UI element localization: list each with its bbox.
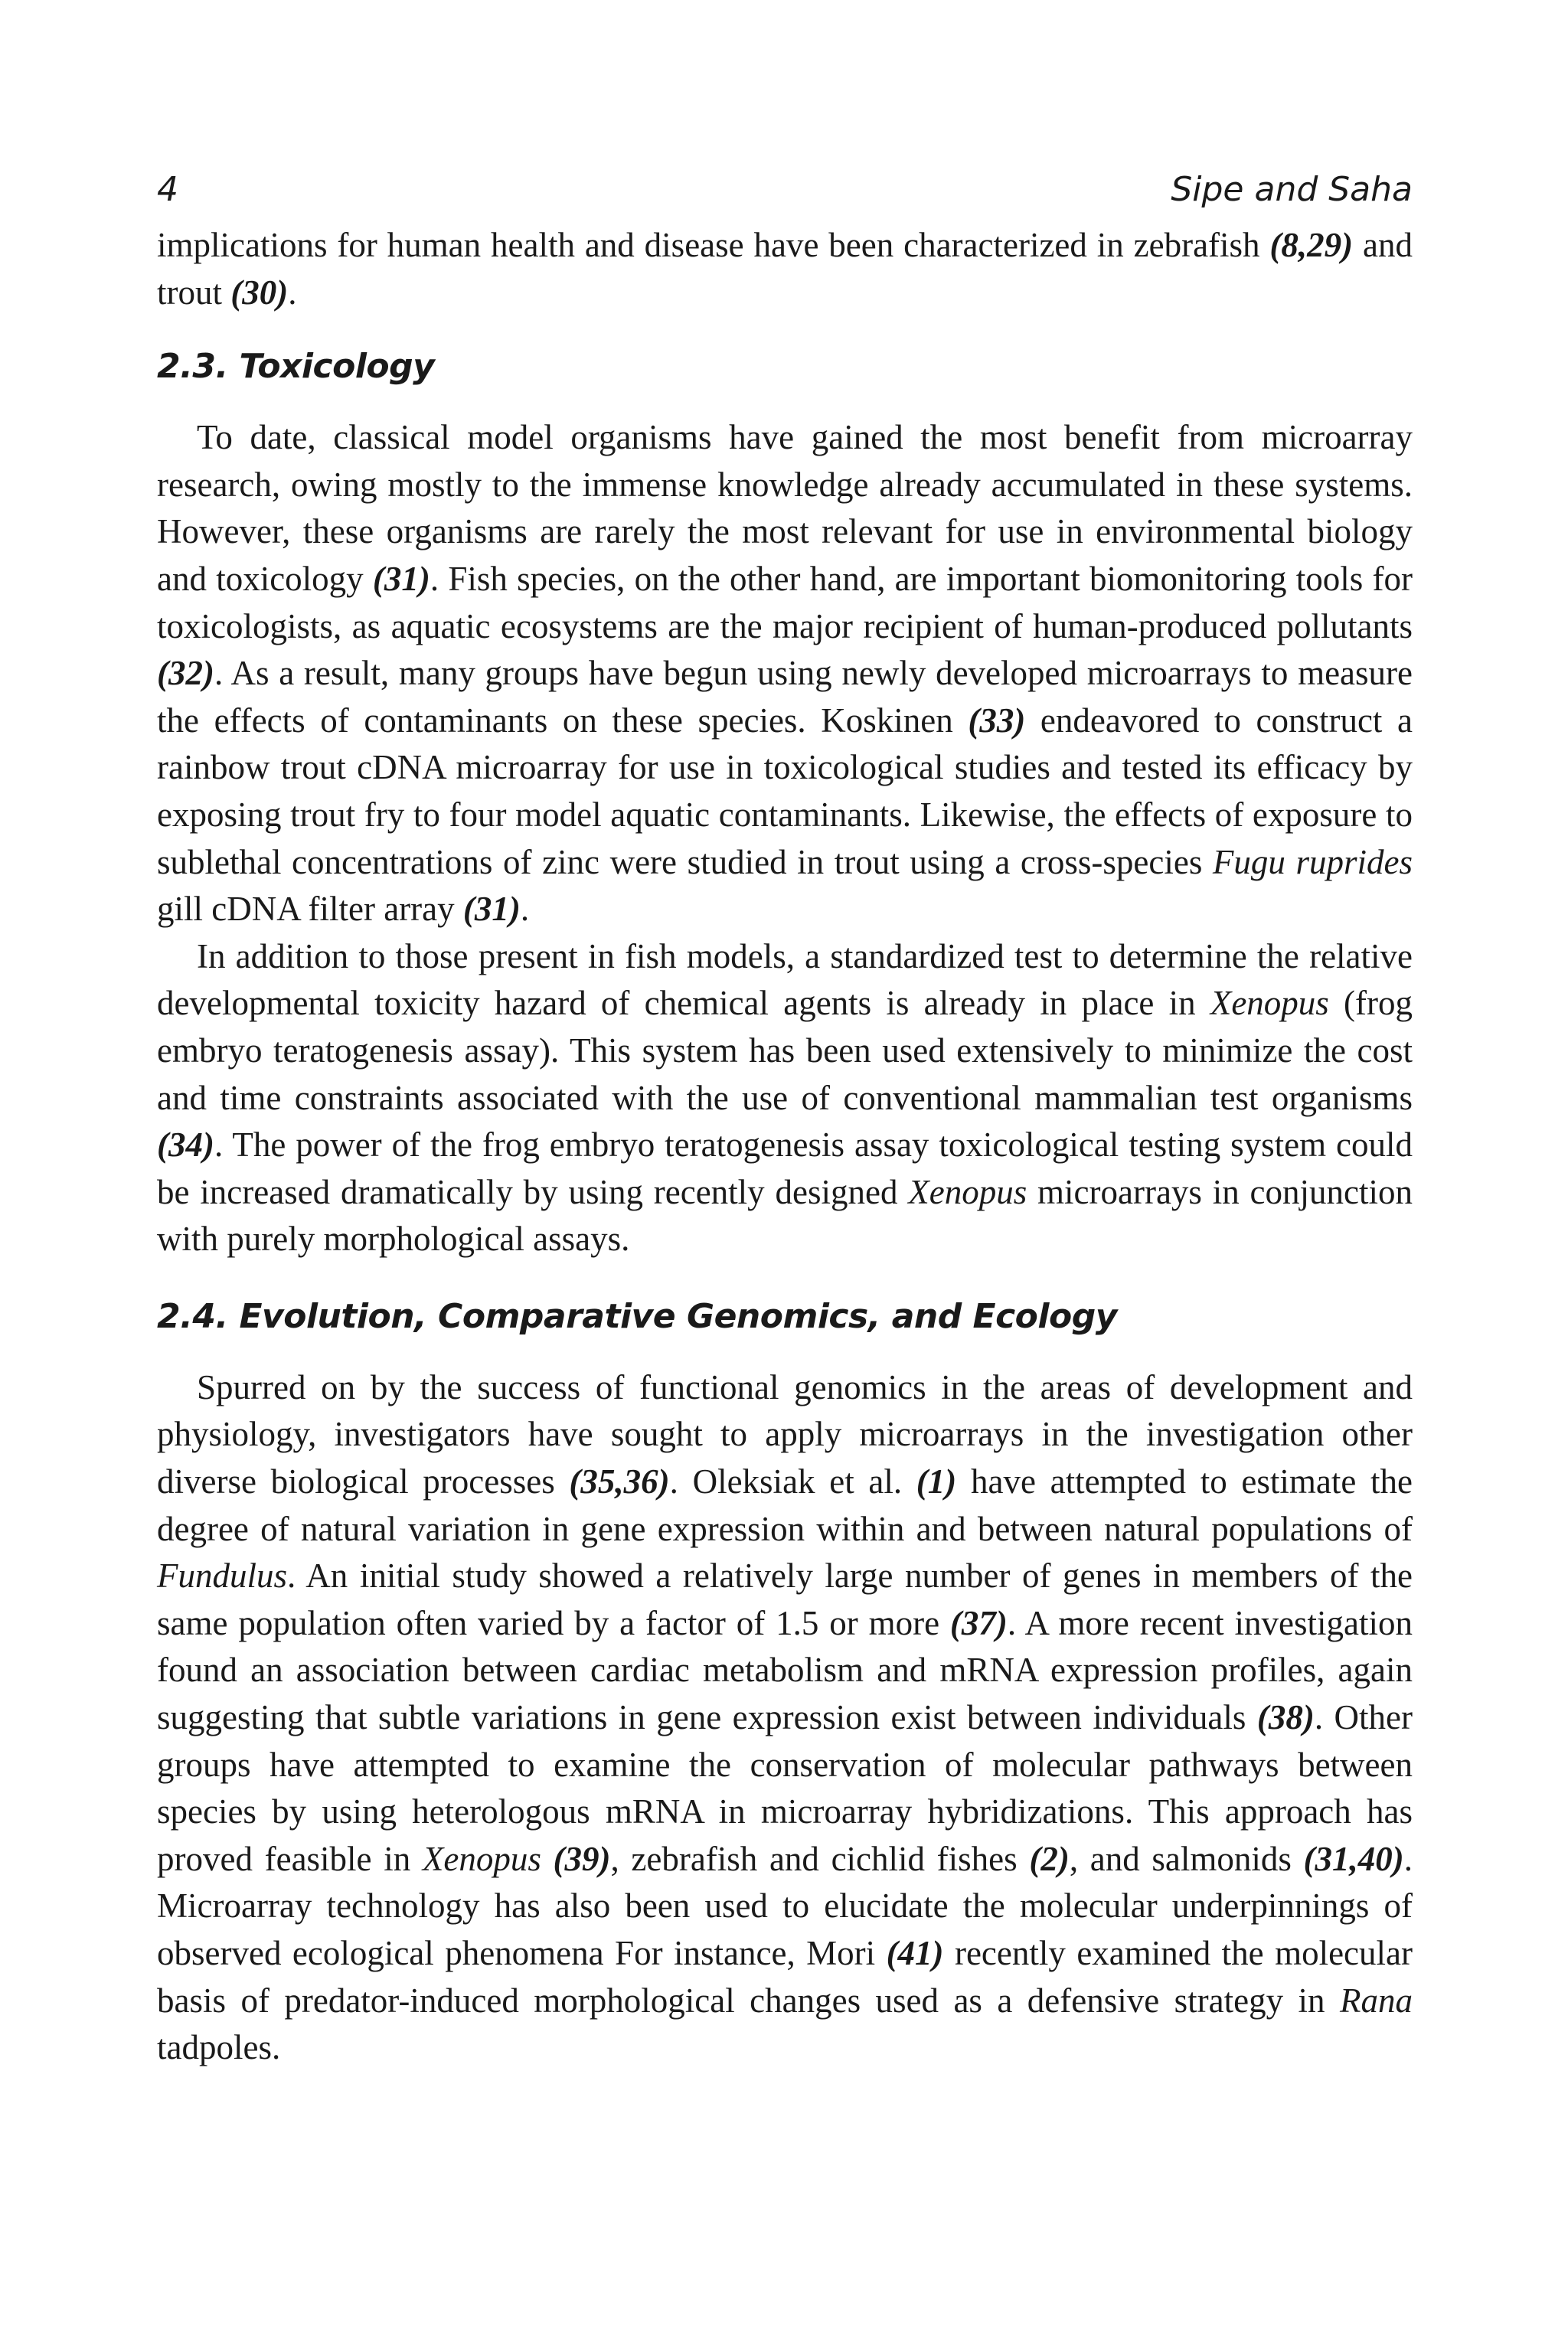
text-run: . As a result, many groups have begun using newly developed microarrays to measure the effects of contaminants on these species. Koskinen bbox=[157, 654, 1413, 740]
citation: (39) bbox=[553, 1839, 611, 1878]
text-run: . Microarray technology has also been used to elucidate the molecular underpinnings of observed ecological phenomena For instance, Mori bbox=[157, 1839, 1413, 1972]
citation: (37) bbox=[949, 1603, 1008, 1642]
citation: (30) bbox=[230, 273, 289, 312]
citation: (38) bbox=[1256, 1698, 1315, 1737]
section-heading: 2.3. Toxicology bbox=[157, 347, 435, 387]
text-run: . Fish species, on the other hand, are important biomonitoring tools for toxicologists, as aquatic ecosystems are the major recipient of human-produced pollutants bbox=[157, 559, 1413, 645]
text-run: tadpoles. bbox=[157, 2028, 281, 2067]
citation: (32) bbox=[157, 654, 214, 693]
citation: (31) bbox=[462, 890, 521, 929]
text-run: In addition to those present in fish models, a standardized test to determine the relative developmental toxicity hazard of chemical agents is already in place in bbox=[157, 936, 1413, 1023]
text-run: and trout bbox=[157, 226, 1413, 312]
text-run: , and salmonids bbox=[1069, 1839, 1304, 1878]
running-header bbox=[157, 168, 1413, 211]
running-title: Sipe and Saha bbox=[1171, 170, 1413, 209]
text-run: . Oleksiak et al. bbox=[669, 1462, 916, 1501]
text-run: . A more recent investigation found an association between cardiac metabolism and mRNA expression profiles, again suggesting that subtle variations in gene expression exist between individuals bbox=[157, 1603, 1413, 1737]
text-run: . The power of the frog embryo teratogenesis assay toxicological testing system could be increased dramatically by using recently designed bbox=[157, 1125, 1413, 1211]
citation: (34) bbox=[157, 1125, 214, 1165]
species-name: Rana bbox=[1340, 1981, 1413, 2020]
text-run: Spurred on by the success of functional genomics in the areas of development and physiology, investigators have sought to apply microarrays in the investigation other diverse biological processes bbox=[157, 1367, 1413, 1501]
book-page bbox=[157, 168, 1413, 2072]
citation: (1) bbox=[916, 1462, 957, 1501]
species-name: Xenopus bbox=[908, 1172, 1027, 1211]
citation: (33) bbox=[968, 701, 1026, 740]
species-name: Fugu ruprides bbox=[1212, 842, 1413, 881]
species-name: Fundulus bbox=[157, 1557, 288, 1596]
body-paragraph bbox=[157, 222, 1413, 316]
citation: (8,29) bbox=[1269, 226, 1354, 264]
text-run: recently examined the molecular basis of predator-induced morphological changes used as a defensive strategy in bbox=[157, 1934, 1413, 2020]
text-run: . An initial study showed a relatively large number of genes in members of the same population often varied by a factor of 1.5 or more bbox=[157, 1557, 1413, 1642]
page-number: 4 bbox=[157, 170, 178, 209]
text-run: microarrays in conjunction with purely morphological assays. bbox=[157, 1172, 1413, 1259]
body-paragraph bbox=[157, 1364, 1413, 2072]
text-run: (frog embryo teratogenesis assay). This system has been used extensively to minimize the cost and time constraints associated with the use of conventional mammalian test organisms bbox=[157, 984, 1413, 1117]
text-run: gill cDNA filter array bbox=[157, 890, 463, 929]
body-text bbox=[157, 222, 1413, 2072]
text-run bbox=[541, 1840, 554, 1878]
text-run: . bbox=[288, 273, 297, 312]
citation: (35,36) bbox=[569, 1462, 670, 1501]
species-name: Xenopus bbox=[1210, 984, 1329, 1023]
body-paragraph bbox=[157, 933, 1413, 1263]
text-run: To date, classical model organisms have gained the most benefit from microarray research, owing mostly to the immense knowledge already accumulated in these systems. However, these organisms are rarely the most relevant for use in environmental biology and toxicology bbox=[157, 418, 1413, 598]
citation: (2) bbox=[1029, 1839, 1070, 1878]
text-run: implications for human health and disease have been characterized in zebrafish bbox=[157, 226, 1270, 264]
citation: (31) bbox=[372, 559, 430, 598]
citation: (41) bbox=[886, 1934, 944, 1972]
text-run: . bbox=[520, 890, 530, 929]
section-heading: 2.4. Evolution, Comparative Genomics, and Ecology bbox=[157, 1296, 1117, 1336]
text-run: have attempted to estimate the degree of natural variation in gene expression within and between natural populations of bbox=[157, 1462, 1413, 1548]
citation: (31,40) bbox=[1303, 1839, 1404, 1878]
body-paragraph bbox=[157, 414, 1413, 933]
text-run: endeavored to construct a rainbow trout cDNA microarray for use in toxicological studies and tested its efficacy by exposing trout fry to four model aquatic contaminants. Likewise, the effects of exposure to sublethal concentrations of zinc were studied in trout using a cross-species bbox=[157, 701, 1413, 881]
text-run: , zebrafish and cichlid fishes bbox=[610, 1839, 1030, 1878]
text-run: . Other groups have attempted to examine the conservation of molecular pathways between species by using heterologous mRNA in microarray hybridizations. This approach has proved feasible in bbox=[157, 1698, 1413, 1878]
species-name: Xenopus bbox=[422, 1839, 541, 1878]
